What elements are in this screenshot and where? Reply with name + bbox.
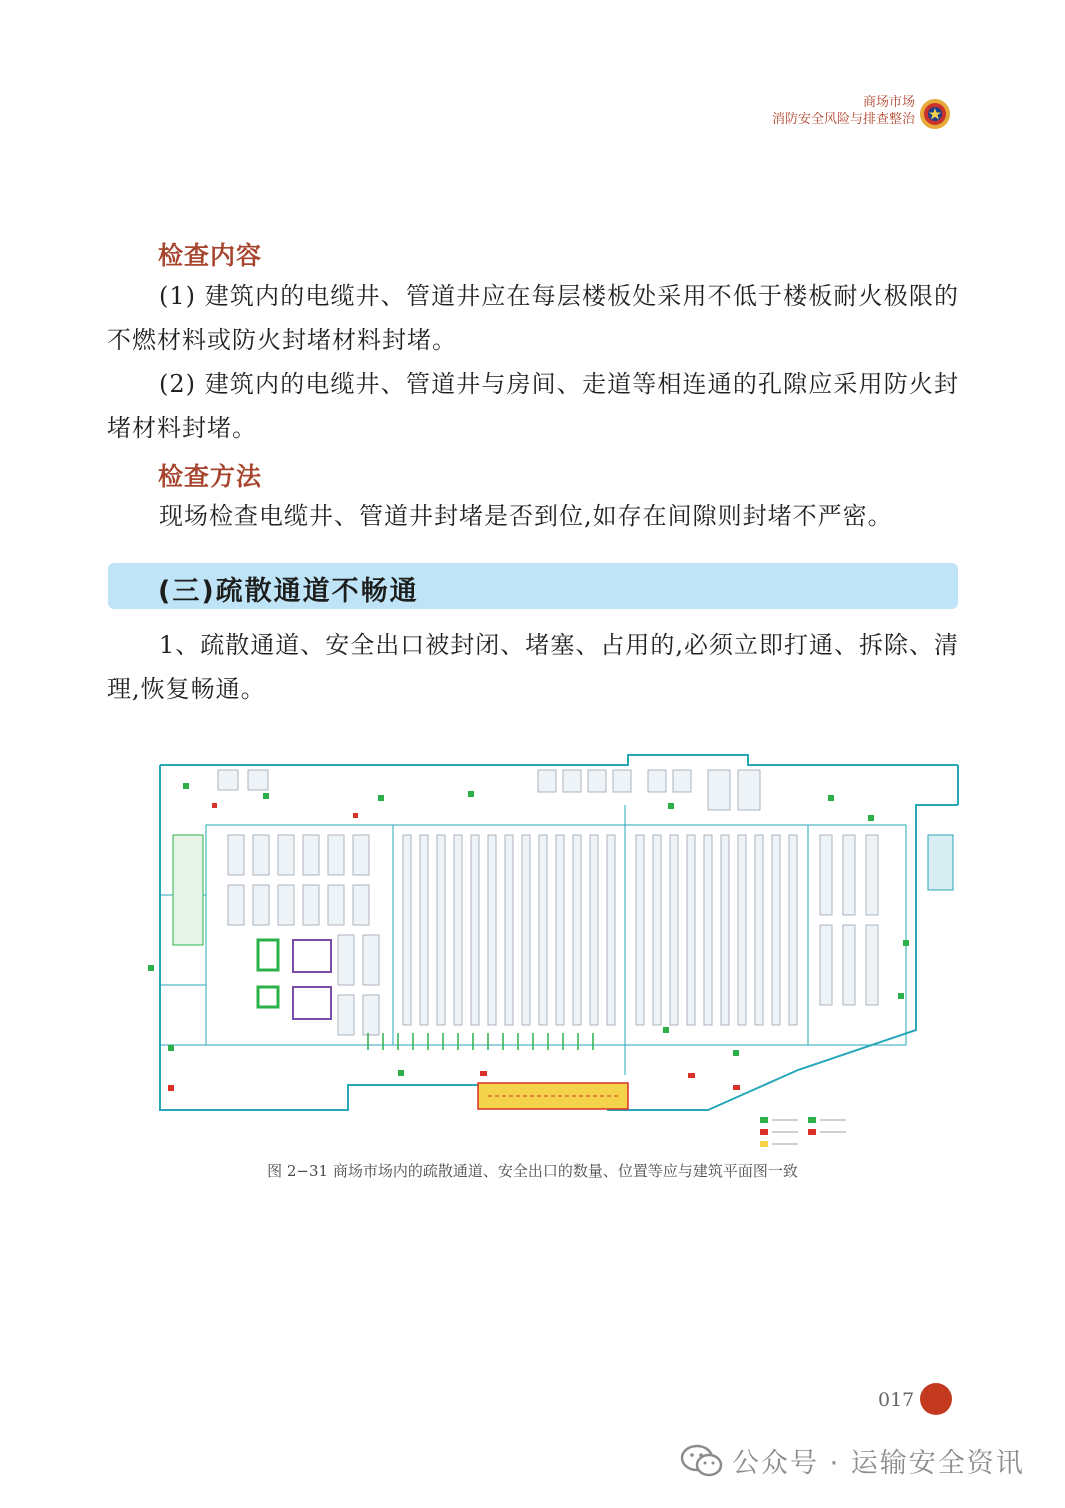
fire-rescue-emblem-icon xyxy=(919,98,951,130)
section-heading-bar xyxy=(108,563,958,609)
watermark-text: 公众号 · 运输安全资讯 xyxy=(732,1448,1025,1479)
running-head xyxy=(772,94,915,128)
check-content-label: 检查内容 xyxy=(158,241,263,270)
floor-plan-figure xyxy=(108,725,960,1157)
check-method-text: 现场检查电缆井、管道井封堵是否到位,如存在间隙则封堵不严密。 xyxy=(159,502,893,530)
check-content-item-2: (2) 建筑内的电缆井、管道井与房间、走道等相连通的孔隙应采用防火封堵材料封堵。 xyxy=(107,370,959,442)
wechat-icon xyxy=(680,1444,724,1478)
page-marker-dot xyxy=(920,1383,952,1415)
check-method-label: 检查方法 xyxy=(158,462,263,491)
watermark xyxy=(680,1441,1025,1480)
running-head-line1: 商场市场 xyxy=(862,95,915,110)
page-number: 017 xyxy=(878,1389,915,1411)
section-heading: (三)疏散通道不畅通 xyxy=(158,576,419,607)
section-paragraph-1: 1、疏散通道、安全出口被封闭、堵塞、占用的,必须立即打通、拆除、清理,恢复畅通。 xyxy=(107,631,959,703)
running-head-line2: 消防安全风险与排查整治 xyxy=(771,112,915,127)
figure-caption: 图 2−31 商场市场内的疏散通道、安全出口的数量、位置等应与建筑平面图一致 xyxy=(267,1162,798,1180)
entrance-corridor xyxy=(478,1083,628,1109)
check-content-item-1: (1) 建筑内的电缆井、管道井应在每层楼板处采用不低于楼板耐火极限的不燃材料或防火封堵材料封堵。 xyxy=(107,282,959,354)
